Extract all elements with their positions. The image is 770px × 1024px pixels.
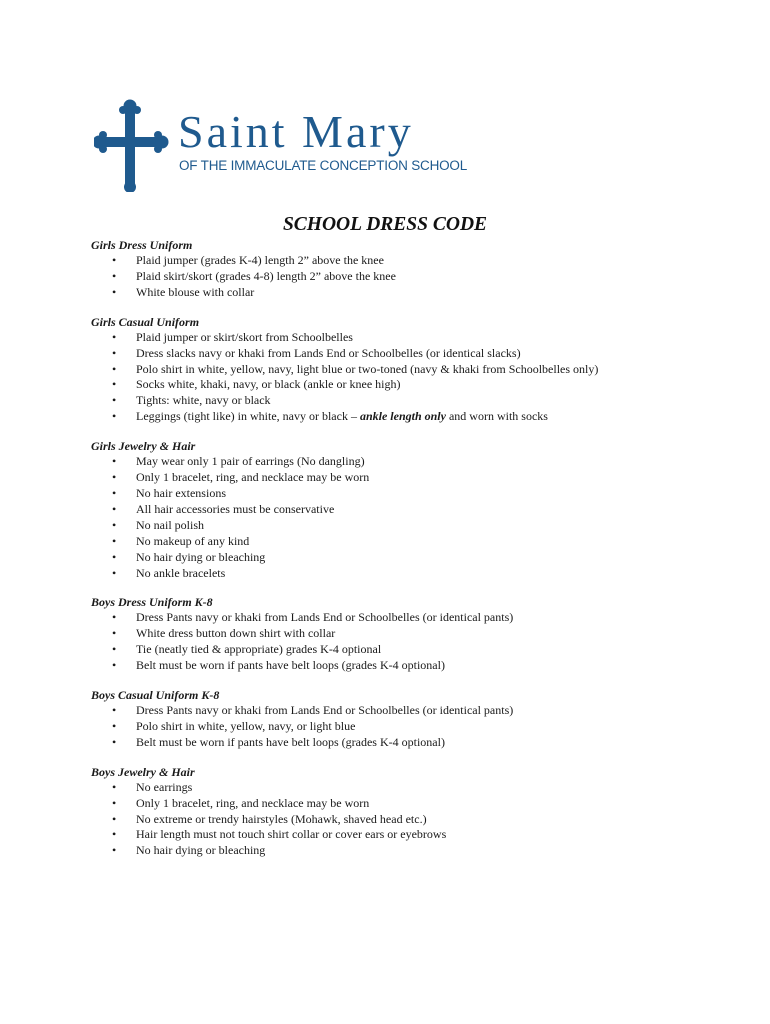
item-list — [91, 330, 731, 425]
list-item — [91, 486, 731, 502]
bullet: • — [112, 377, 117, 392]
section-girls-casual-uniform — [91, 314, 731, 425]
bullet: • — [112, 610, 117, 625]
item-text: No hair extensions — [136, 485, 226, 500]
item-text: Polo shirt in white, yellow, navy, light blue or two-toned (navy & khaki from Schoolbelles only) — [136, 361, 599, 376]
bullet: • — [112, 501, 117, 516]
list-item — [91, 566, 731, 582]
bullet: • — [112, 642, 117, 657]
item-list — [91, 780, 731, 860]
list-item — [91, 534, 731, 550]
bullet: • — [112, 827, 117, 842]
item-text: Only 1 bracelet, ring, and necklace may be worn — [136, 470, 370, 485]
item-list — [91, 703, 731, 751]
bullet: • — [112, 549, 117, 564]
item-text: No nail polish — [136, 517, 204, 532]
bullet: • — [112, 485, 117, 500]
bullet: • — [112, 361, 117, 376]
section-heading: Boys Jewelry & Hair — [91, 764, 195, 779]
section-heading: Boys Dress Uniform K-8 — [91, 595, 213, 610]
list-item — [91, 658, 731, 674]
list-item — [91, 454, 731, 470]
bullet: • — [112, 284, 117, 299]
bullet: • — [112, 703, 117, 718]
bullet: • — [112, 517, 117, 532]
item-text: May wear only 1 pair of earrings (No dangling) — [136, 454, 365, 469]
item-text: Polo shirt in white, yellow, navy, or light blue — [136, 718, 356, 733]
list-item — [91, 780, 731, 796]
item-text: Dress Pants navy or khaki from Lands End or Schoolbelles (or identical pants) — [136, 610, 514, 625]
list-item — [91, 719, 731, 735]
list-item — [91, 393, 731, 409]
item-text: Dress Pants navy or khaki from Lands End or Schoolbelles (or identical pants) — [136, 703, 514, 718]
section-girls-dress-uniform — [91, 237, 731, 301]
item-text: All hair accessories must be conservative — [136, 501, 335, 516]
item-text: Leggings (tight like) in white, navy or black – — [136, 409, 360, 424]
section-heading: Girls Dress Uniform — [91, 238, 193, 252]
list-item — [91, 827, 731, 843]
list-item — [91, 610, 731, 626]
bullet: • — [112, 454, 117, 469]
bullet: • — [112, 658, 117, 673]
bullet: • — [112, 533, 117, 548]
item-text: No hair dying or bleaching — [136, 843, 266, 858]
item-text: Socks white, khaki, navy, or black (ankle or knee high) — [136, 377, 401, 392]
bullet: • — [112, 734, 117, 749]
section-boys-dress-uniform — [91, 594, 731, 674]
item-text: Belt must be worn if pants have belt loops (grades K-4 optional) — [136, 734, 445, 749]
item-text: Plaid jumper (grades K-4) length 2” above the knee — [136, 253, 384, 267]
cross-icon — [94, 96, 174, 192]
item-text: White blouse with collar — [136, 284, 255, 299]
list-item — [91, 735, 731, 751]
item-text: No hair dying or bleaching — [136, 549, 266, 564]
bullet: • — [112, 345, 117, 360]
item-text: Only 1 bracelet, ring, and necklace may be worn — [136, 795, 370, 810]
item-text: Dress slacks navy or khaki from Lands End or Schoolbelles (or identical slacks) — [136, 345, 521, 360]
list-item — [91, 330, 731, 346]
list-item — [91, 502, 731, 518]
bullet: • — [112, 626, 117, 641]
section-heading: Girls Jewelry & Hair — [91, 439, 196, 454]
item-emphasis: ankle length only — [359, 409, 446, 424]
section-boys-jewelry-hair — [91, 764, 731, 860]
bullet: • — [112, 253, 117, 267]
list-item — [91, 796, 731, 812]
item-list — [91, 610, 731, 674]
item-text: No extreme or trendy hairstyles (Mohawk, shaved head etc.) — [136, 811, 427, 826]
school-logo — [94, 96, 474, 192]
list-item — [91, 346, 731, 362]
item-list — [91, 253, 731, 301]
item-text: Tie (neatly tied & appropriate) grades K-4 optional — [136, 642, 382, 657]
item-text: Plaid skirt/skort (grades 4-8) length 2” above the knee — [136, 268, 396, 283]
item-text: Tights: white, navy or black — [136, 393, 271, 408]
section-girls-jewelry-hair — [91, 438, 731, 581]
section-heading: Girls Casual Uniform — [91, 314, 200, 329]
bullet: • — [112, 409, 117, 424]
item-text: Hair length must not touch shirt collar or cover ears or eyebrows — [136, 827, 447, 842]
list-item-leggings — [91, 409, 731, 425]
item-text: No makeup of any kind — [136, 533, 250, 548]
bullet: • — [112, 268, 117, 283]
item-text: and worn with socks — [445, 409, 548, 424]
bullet: • — [112, 718, 117, 733]
school-subtitle: OF THE IMMACULATE CONCEPTION SCHOOL — [179, 158, 468, 173]
dress-code-content — [91, 237, 731, 872]
item-text: No earrings — [136, 779, 193, 794]
list-item — [91, 518, 731, 534]
item-list — [91, 454, 731, 581]
list-item — [91, 550, 731, 566]
bullet: • — [112, 843, 117, 858]
item-text: White dress button down shirt with collar — [136, 626, 336, 641]
bullet: • — [112, 795, 117, 810]
list-item — [91, 812, 731, 828]
bullet: • — [112, 565, 117, 580]
section-heading: Boys Casual Uniform K-8 — [91, 688, 220, 703]
list-item — [91, 703, 731, 719]
list-item — [91, 285, 731, 301]
list-item — [91, 269, 731, 285]
list-item — [91, 843, 731, 859]
bullet: • — [112, 470, 117, 485]
list-item — [91, 470, 731, 486]
list-item — [91, 642, 731, 658]
list-item — [91, 362, 731, 378]
item-text: No ankle bracelets — [136, 565, 226, 580]
item-text: Belt must be worn if pants have belt loops (grades K-4 optional) — [136, 658, 445, 673]
item-text: Plaid jumper or skirt/skort from Schoolbelles — [136, 329, 353, 344]
bullet: • — [112, 779, 117, 794]
bullet: • — [112, 811, 117, 826]
list-item — [91, 253, 731, 269]
bullet: • — [112, 393, 117, 408]
document-title: SCHOOL DRESS CODE — [282, 214, 488, 235]
school-name: Saint Mary — [178, 106, 414, 157]
section-boys-casual-uniform — [91, 687, 731, 751]
list-item — [91, 377, 731, 393]
list-item — [91, 626, 731, 642]
bullet: • — [112, 329, 117, 344]
